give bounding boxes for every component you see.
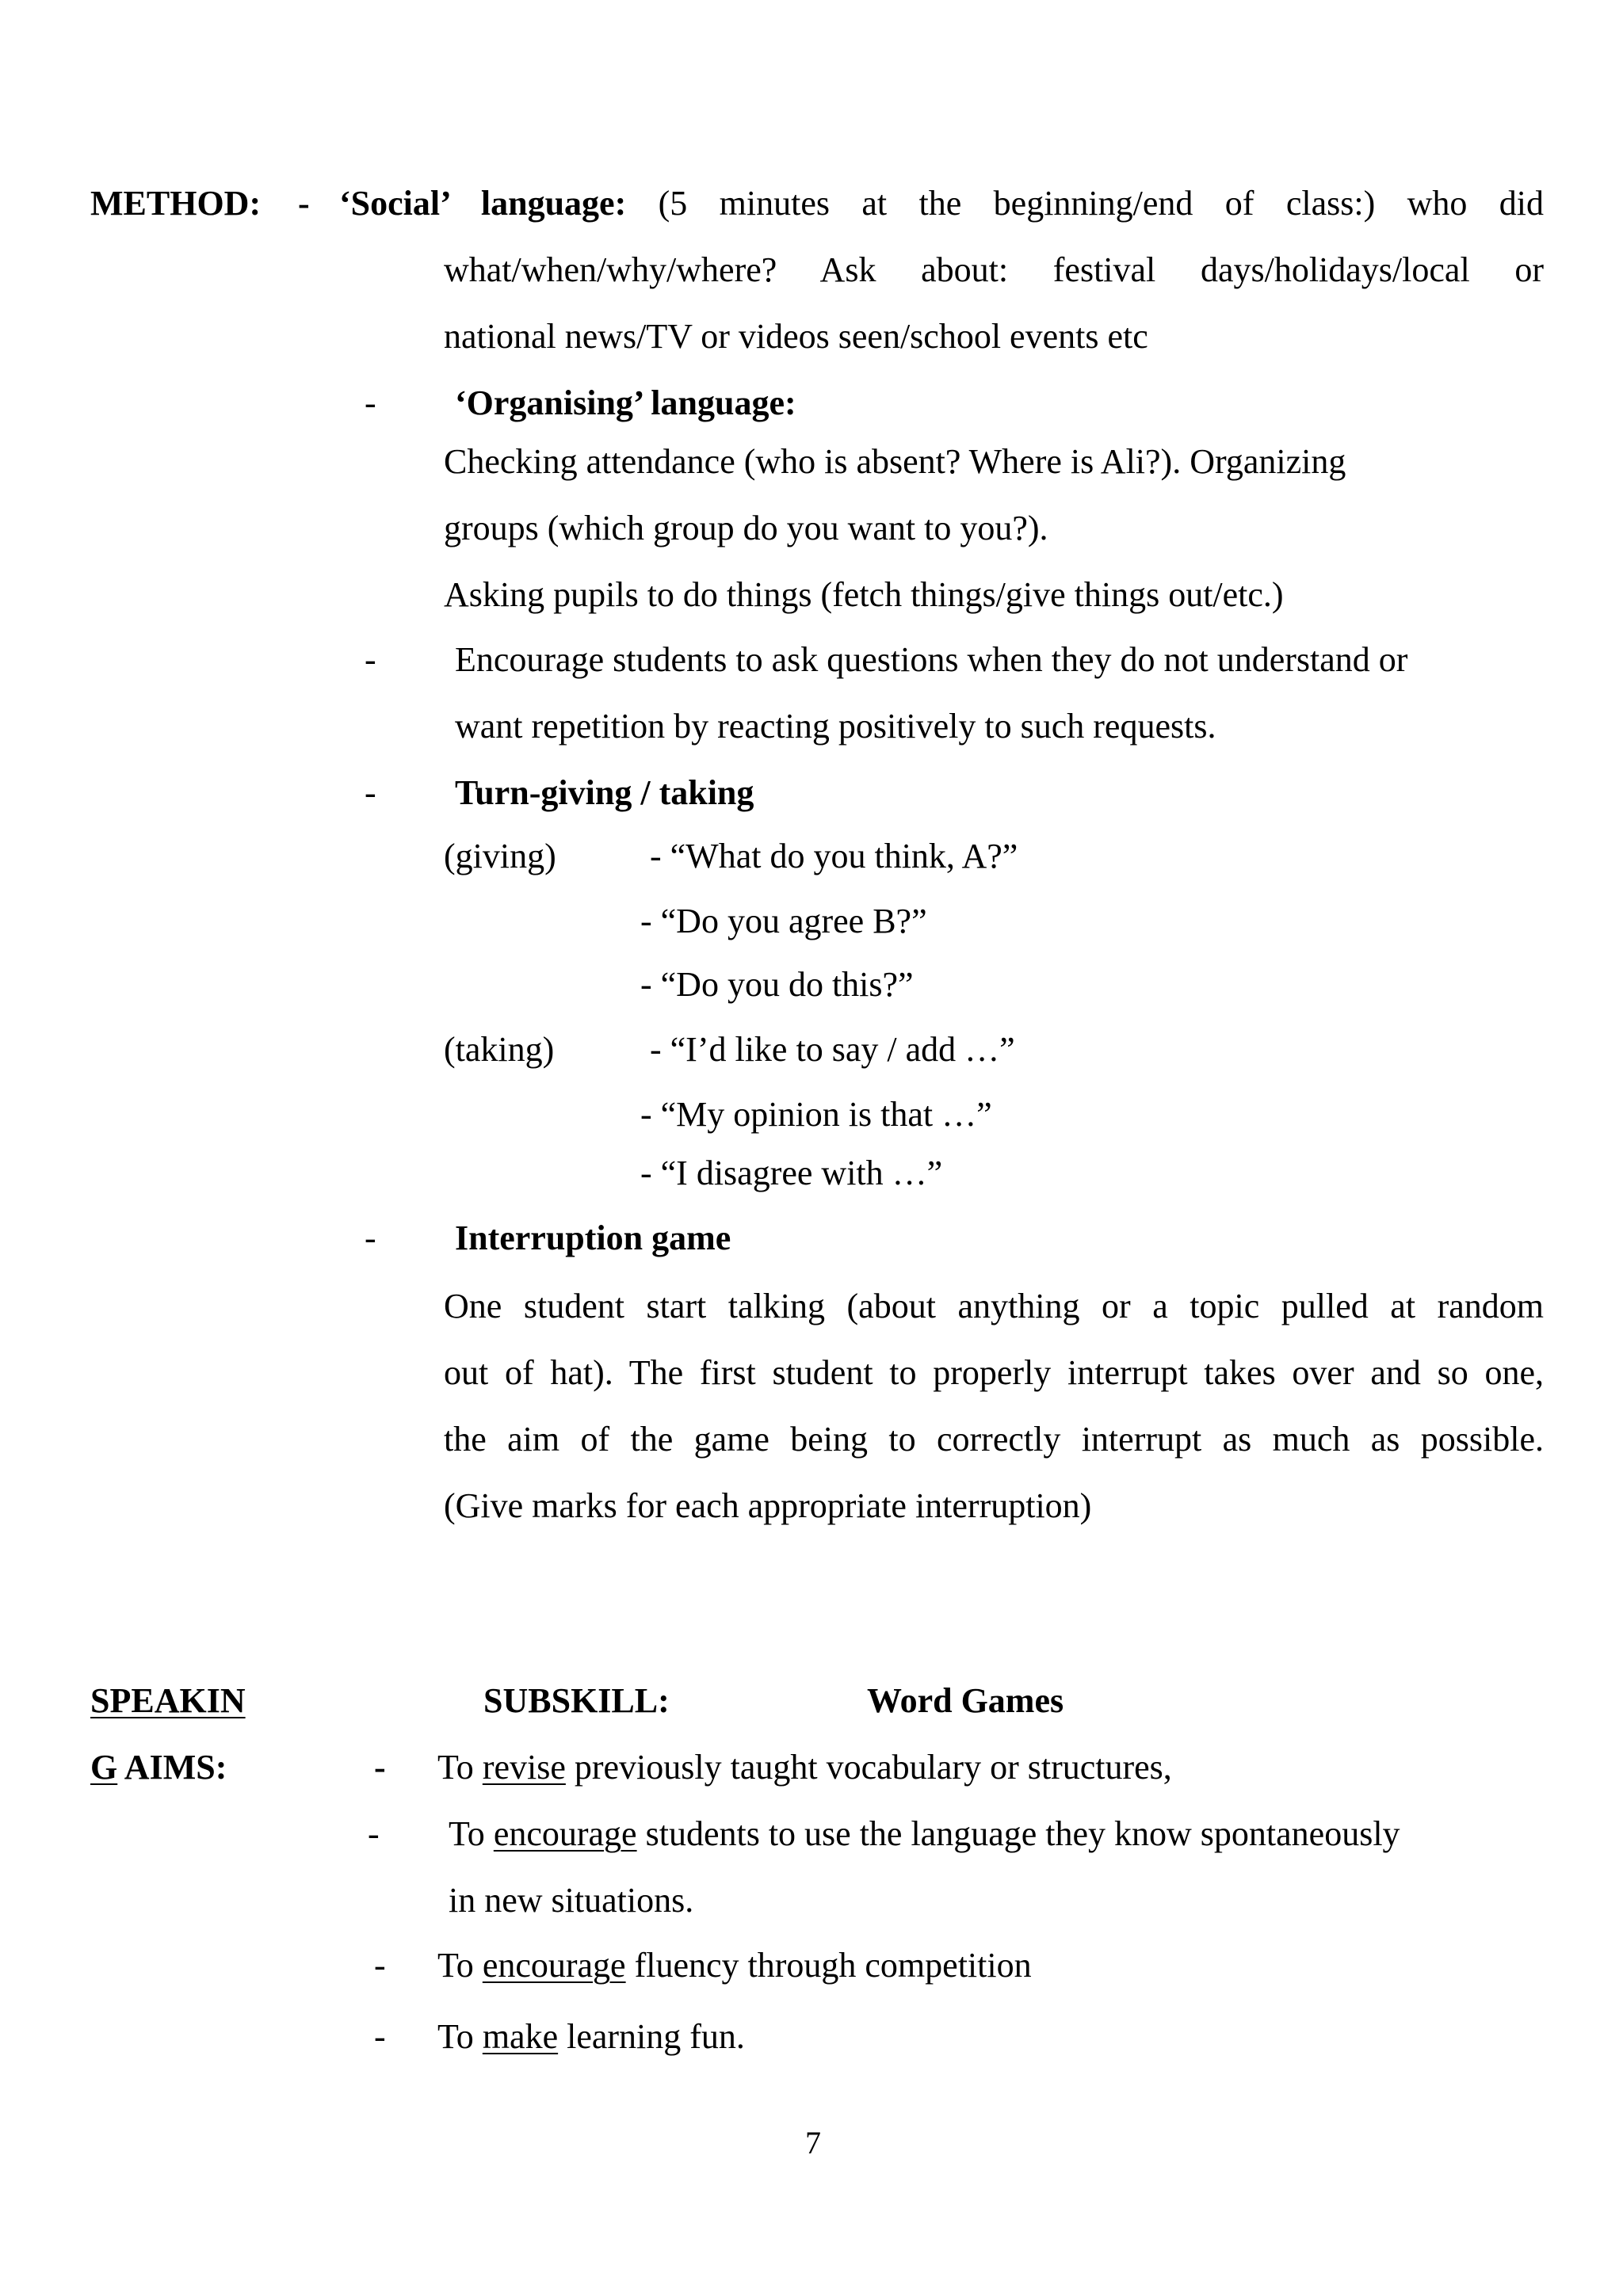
interruption-line-1: One student start talking (about anything or a topic pulled at random <box>444 1287 1544 1325</box>
aim-dash: - <box>374 1748 386 1787</box>
aim-dash: - <box>368 1814 380 1853</box>
taking-item: - “I disagree with …” <box>640 1154 943 1192</box>
speaking-label-g: G <box>90 1748 118 1787</box>
taking-label: (taking) <box>444 1030 555 1069</box>
giving-item: - “Do you agree B?” <box>640 902 927 940</box>
organising-line-1: Checking attendance (who is absent? Where is Ali?). Organizing <box>444 442 1346 481</box>
speaking-label-aims: AIMS: <box>117 1748 227 1787</box>
social-line-1-rest: (5 minutes at the beginning/end of class:) who did <box>658 184 1545 223</box>
speaking-label-line-2 <box>90 1748 227 1788</box>
subskill-label: SUBSKILL: <box>483 1681 670 1720</box>
bullet-dash: - <box>365 640 376 679</box>
interruption-line-3: the aim of the game being to correctly interrupt as much as possible. <box>444 1420 1544 1459</box>
organising-title: ‘Organising’ language: <box>455 383 796 422</box>
social-title: ‘Social’ language: <box>339 184 627 223</box>
organising-line-3: Asking pupils to do things (fetch things/give things out/etc.) <box>444 575 1284 614</box>
aim-1-keyword: revise <box>482 1748 566 1787</box>
taking-item: - “I’d like to say / add …” <box>650 1030 1015 1069</box>
aim-2-keyword: encourage <box>493 1814 637 1853</box>
interruption-line-2: out of hat). The first student to properly interrupt takes over and so one, <box>444 1353 1544 1392</box>
taking-item: - “My opinion is that …” <box>640 1095 992 1134</box>
aim-3-keyword: encourage <box>482 1946 626 1985</box>
aim-3: To encourage fluency through competition <box>437 1946 1032 1985</box>
social-line-1 <box>339 184 1544 224</box>
speaking-label-line-1: SPEAKIN <box>90 1681 246 1720</box>
aim-2: To encourage students to use the language they know spontaneously <box>449 1814 1400 1853</box>
method-dash: - <box>298 184 310 223</box>
aim-2-line-2: in new situations. <box>449 1881 694 1920</box>
encourage-line-1: Encourage students to ask questions when they do not understand or <box>455 640 1408 679</box>
method-label: METHOD: <box>90 184 262 223</box>
bullet-dash: - <box>365 773 376 812</box>
aim-1: To revise previously taught vocabulary or structures, <box>437 1748 1172 1787</box>
social-line-2: what/when/why/where? Ask about: festival days/holidays/local or <box>444 250 1544 289</box>
bullet-dash: - <box>365 383 376 422</box>
encourage-line-2: want repetition by reacting positively to such requests. <box>455 707 1216 746</box>
aim-dash: - <box>374 2017 386 2056</box>
interruption-line-4: (Give marks for each appropriate interruption) <box>444 1486 1092 1525</box>
social-line-3: national news/TV or videos seen/school events etc <box>444 317 1148 356</box>
bullet-dash: - <box>365 1219 376 1257</box>
giving-item: - “What do you think, A?” <box>650 837 1018 875</box>
turn-title: Turn-giving / taking <box>455 773 754 812</box>
organising-line-2: groups (which group do you want to you?). <box>444 509 1048 547</box>
aim-4: To make learning fun. <box>437 2017 745 2056</box>
aim-4-keyword: make <box>482 2017 559 2056</box>
interruption-title: Interruption game <box>455 1219 731 1257</box>
giving-item: - “Do you do this?” <box>640 965 914 1004</box>
subskill-value: Word Games <box>867 1681 1064 1720</box>
page-number: 7 <box>805 2125 821 2161</box>
giving-label: (giving) <box>444 837 556 875</box>
aim-dash: - <box>374 1946 386 1985</box>
